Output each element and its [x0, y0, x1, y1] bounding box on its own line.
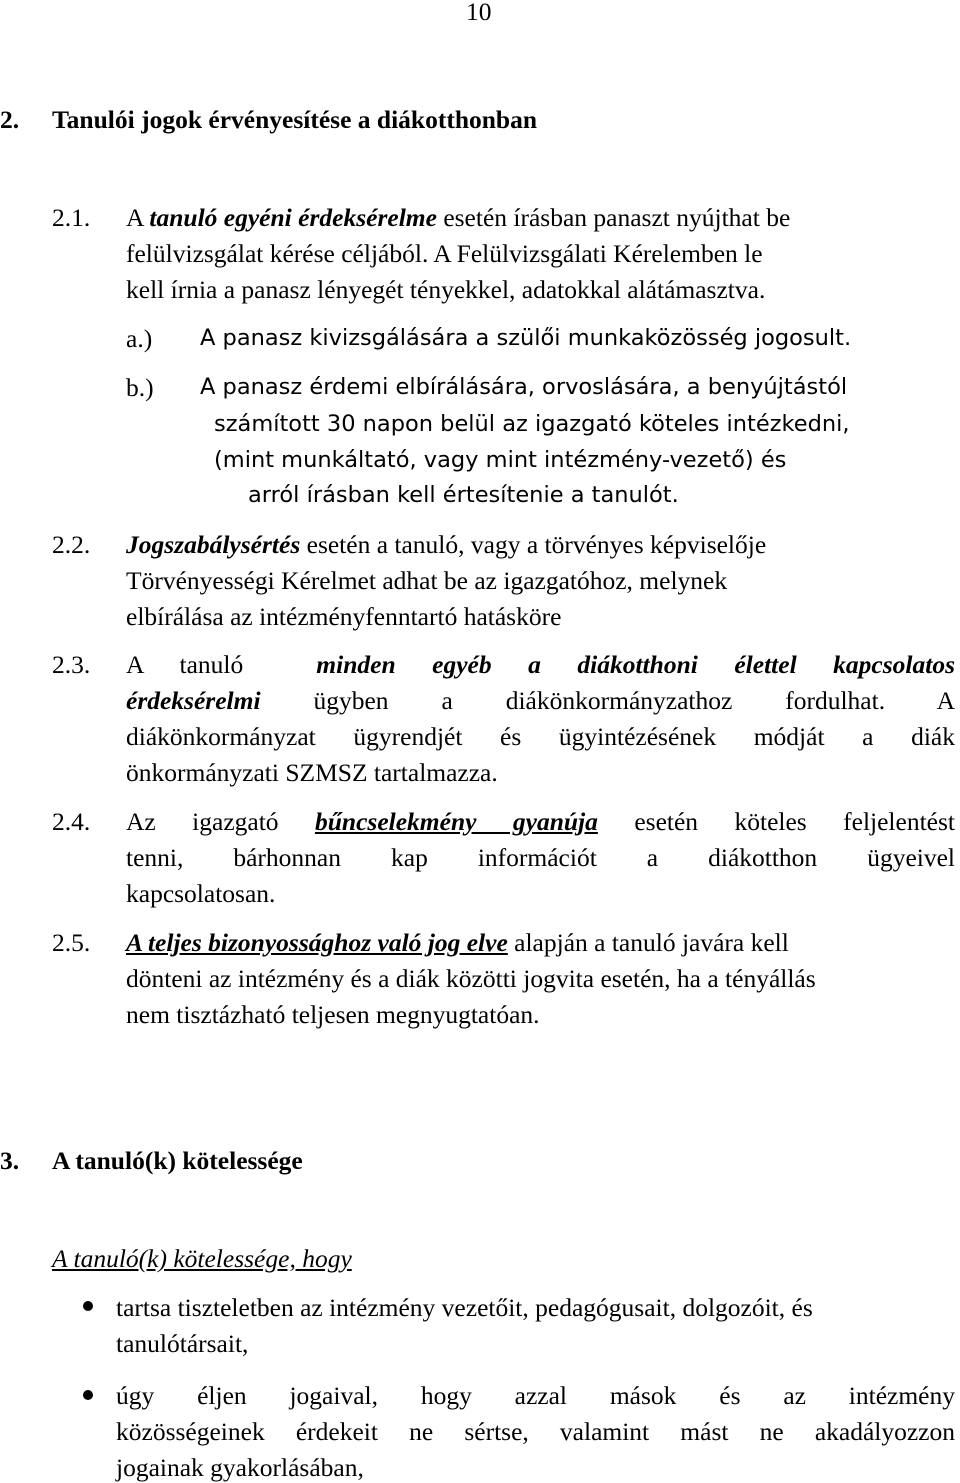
sub-a-label: a.) [126, 324, 153, 353]
bullet-icon [83, 1301, 93, 1311]
item-2-5-text: alapján a tanuló javára kell [507, 928, 789, 957]
sub-b-line1: A panasz érdemi elbírálására, orvoslására, a benyújtástól [200, 374, 848, 400]
page-number: 10 [466, 0, 492, 26]
item-2-3-number: 2.3. [52, 650, 91, 679]
item-2-2-line1 [126, 530, 766, 560]
item-2-2-number: 2.2. [52, 530, 91, 559]
item-2-1-text: A [126, 203, 150, 232]
sub-b-line4: arról írásban kell értesítenie a tanulót. [248, 482, 679, 508]
item-2-1-line2: felülvizsgálat kérése céljából. A Felülvizsgálati Kérelemben le [126, 239, 763, 268]
item-2-2-text: esetén a tanuló, vagy a törvényes képviselője [300, 530, 767, 559]
item-2-3-line4: önkormányzati SZMSZ tartalmazza. [126, 758, 498, 787]
item-2-3-emphasis: minden egyéb a diákotthoni élettel kapcsolatos [316, 650, 956, 679]
item-2-3-line1 [126, 650, 955, 680]
item-2-3-line2 [126, 686, 955, 716]
item-2-1-number: 2.1. [52, 203, 91, 232]
item-2-5-line2: dönteni az intézmény és a diák közötti jogvita esetén, ha a tényállás [126, 964, 816, 993]
item-2-1-line3: kell írnia a panasz lényegét tényekkel, adatokkal alátámasztva. [126, 275, 766, 304]
item-2-1-text: esetén írásban panaszt nyújthat be [436, 203, 791, 232]
item-2-4-line3: kapcsolatosan. [126, 879, 276, 908]
item-2-4-emphasis: bűncselekmény gyanúja [314, 807, 598, 836]
section-2-title: Tanulói jogok érvényesítése a diákotthonban [52, 105, 538, 134]
item-2-4-text: esetén köteles feljelentést [597, 807, 955, 836]
item-2-4-line2: tenni, bárhonnan kap információt a diákotthon ügyeivel [126, 843, 955, 872]
sub-b-line3: (mint munkáltató, vagy mint intézmény-vezető) és [214, 447, 787, 473]
item-2-3-emphasis: érdeksérelmi [126, 686, 261, 715]
item-2-2-line2: Törvényességi Kérelmet adhat be az igazgatóhoz, melynek [126, 566, 728, 595]
item-2-4-text: Az igazgató [126, 807, 315, 836]
sub-a-text: A panasz kivizsgálására a szülői munkaközösség jogosult. [200, 325, 852, 351]
item-2-5-line3: nem tisztázható teljesen megnyugtatóan. [126, 1000, 540, 1029]
sub-b-label: b.) [126, 373, 154, 402]
bullet-icon [83, 1390, 93, 1400]
item-2-1-line1 [126, 203, 790, 233]
item-2-3-line3: diákönkormányzat ügyrendjét és ügyintézésének módját a diák [126, 722, 955, 751]
section-3-subtitle: A tanuló(k) kötelessége, hogy [52, 1244, 352, 1273]
item-2-5-emphasis: A teljes bizonyossághoz való jog elve [126, 928, 508, 957]
bullet-2-line3: jogainak gyakorlásában, [116, 1453, 364, 1482]
bullet-2-line1: úgy éljen jogaival, hogy azzal mások és az intézmény [116, 1381, 955, 1410]
item-2-2-line3: elbírálása az intézményfenntartó hatásköre [126, 602, 562, 631]
item-2-4-number: 2.4. [52, 807, 91, 836]
section-2-number: 2. [0, 105, 20, 134]
item-2-5-line1 [126, 928, 789, 958]
section-3-title: A tanuló(k) kötelessége [52, 1146, 303, 1175]
item-2-1-emphasis: tanuló egyéni érdeksérelme [149, 203, 437, 232]
item-2-3-text: A tanuló [126, 650, 280, 679]
section-3-number: 3. [0, 1146, 20, 1175]
bullet-2-line2: közösségeinek érdekeit ne sértse, valamint mást ne akadályozzon [116, 1417, 955, 1446]
item-2-5-number: 2.5. [52, 928, 91, 957]
item-2-3-text: ügyben a diákönkormányzathoz fordulhat. A [260, 686, 955, 715]
item-2-2-emphasis: Jogszabálysértés [126, 530, 301, 559]
bullet-1-line1: tartsa tiszteletben az intézmény vezetőit, pedagógusait, dolgozóit, és [116, 1293, 813, 1322]
bullet-1-line2: tanulótársait, [116, 1329, 249, 1358]
sub-b-line2: számított 30 napon belül az igazgató köteles intézkedni, [214, 411, 850, 437]
item-2-4-line1 [126, 807, 955, 837]
